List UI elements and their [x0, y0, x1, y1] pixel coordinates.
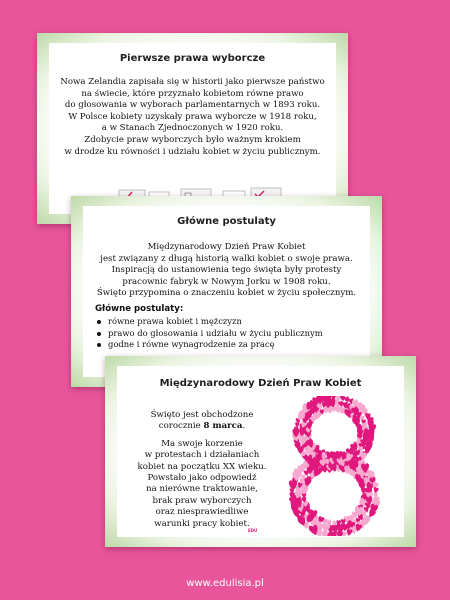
- body-line: Święto jest obchodzone: [150, 410, 254, 420]
- body-line: W Polsce kobiety uzyskały prawa wyborcze w 1918 roku,: [68, 111, 317, 122]
- body-line: pracownic fabryk w Nowym Jorku w 1908 roku.: [122, 276, 331, 287]
- card-womens-day: [105, 356, 416, 547]
- date-paragraph: [135, 410, 269, 433]
- card-inner: [117, 366, 404, 537]
- body-line: na świecie, które przyznało kobietom równe prawo: [81, 88, 304, 99]
- list-item: godne i równe wynagrodzenie za pracę: [95, 339, 323, 351]
- body-line: do głosowania w wyborach parlamentarnych w 1893 roku.: [64, 100, 321, 111]
- list-item: prawo do głosowania i udziału w życiu publicznym: [95, 328, 323, 340]
- body-line: warunki pracy kobiet.: [154, 518, 250, 529]
- body-line: kobiet na początku XX wieku.: [137, 461, 267, 472]
- body-line: Ma swoje korzenie: [161, 438, 243, 449]
- heart-eight-illustration: [279, 396, 389, 536]
- list-heading: Główne postulaty:: [95, 304, 184, 314]
- body-line: Nowa Zelandia zapisała się w historii jako pierwsze państwo: [60, 77, 325, 87]
- body-line: a w Stanach Zjednoczonych w 1920 roku.: [101, 123, 284, 134]
- body-line: Święto przypomina o znaczeniu kobiet w życiu społecznym.: [96, 288, 357, 299]
- body-line-prefix: corocznie: [158, 421, 204, 432]
- edulisia-logo: [248, 528, 257, 533]
- body-line: na nierówne traktowanie,: [146, 484, 258, 495]
- card-body: [93, 242, 360, 300]
- website-footer: www.edulisia.pl: [186, 578, 264, 589]
- body-line: brak praw wyborczych: [152, 495, 252, 506]
- card-inner: [49, 43, 336, 214]
- body-line: oraz niesprawiedliwe: [155, 507, 249, 518]
- card-body: [135, 410, 269, 536]
- history-paragraph: [135, 439, 269, 530]
- card-body: [59, 77, 326, 158]
- logo-text: EDU: [248, 528, 258, 533]
- body-line: w protestach i działaniach: [144, 450, 260, 461]
- card-title: Główne postulaty: [177, 216, 276, 227]
- list-item: równe prawa kobiet i mężczyzn: [95, 316, 323, 328]
- highlight-date: 8 marca: [203, 421, 243, 432]
- card-title: Międzynarodowy Dzień Praw Kobiet: [159, 378, 362, 389]
- body-line: w drodze ku równości i udziału kobiet w życiu publicznym.: [64, 146, 321, 157]
- body-line: Powstało jako odpowiedź: [147, 473, 257, 484]
- card-inner: [83, 206, 370, 377]
- card-title: Pierwsze prawa wyborcze: [119, 53, 266, 64]
- body-line: Inspiracją do ustanowienia tego święta były protesty: [111, 265, 342, 276]
- demands-list: [95, 316, 323, 351]
- body-line: jest związany z długą historią walki kobiet o swoje prawa.: [100, 253, 353, 264]
- body-line: Zdobycie praw wyborczych było ważnym krokiem: [84, 134, 301, 145]
- body-line-suffix: .: [242, 421, 246, 432]
- body-line: Międzynarodowy Dzień Praw Kobiet: [147, 242, 306, 252]
